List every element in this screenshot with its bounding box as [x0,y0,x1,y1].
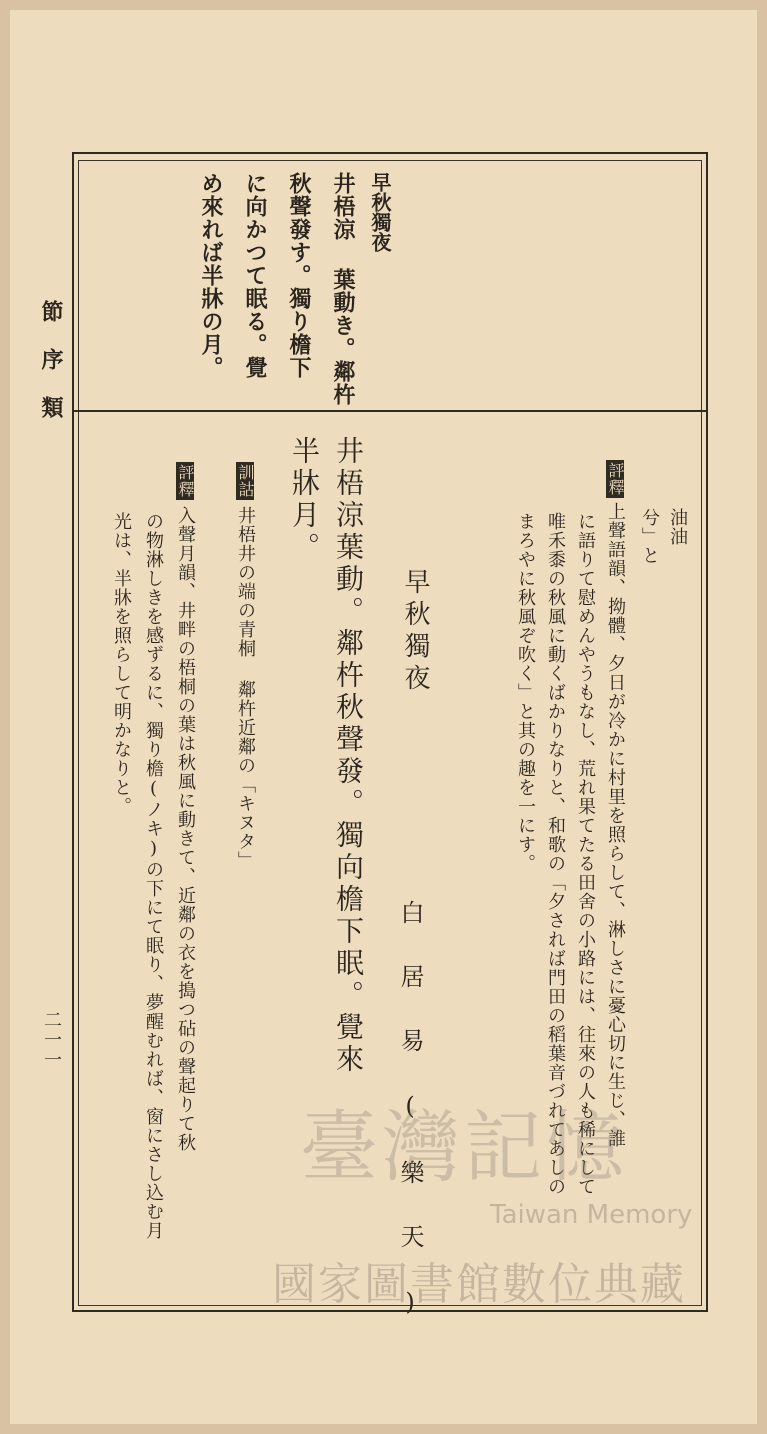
watermark-footer: 國家圖書館數位典藏 [272,1259,686,1310]
notes-tag: 訓詁 [236,464,255,498]
box-title: 早秋獨夜 [368,172,392,252]
page-number: 二一一 [41,1010,62,1070]
annotation-text-1: 入聲月韻、井畔の梧桐の葉は秋風に動きて、近鄰の衣を搗つ砧の聲起りて秋 [175,506,196,1152]
box-line-3: に向かつて眠る。覺 [242,172,268,379]
annotation-line-1 [176,462,194,1152]
prev-quote-2: 兮」と [639,508,660,565]
poem-title: 早秋獨夜 [400,568,430,696]
box-divider [72,410,708,412]
box-line-4: め來れば半牀の月。 [198,172,224,379]
watermark-main: 臺灣記憶 [300,1103,629,1193]
annotation-line-3: 光は、半牀を照らして明かなりと。 [111,512,132,816]
prev-commentary-line-1 [606,460,624,1148]
prev-commentary-tag: 評釋 [606,462,625,496]
prev-quote-1: 油油 [667,508,688,546]
poem-line-1: 井梧涼葉動。鄰杵秋聲發。獨向檐下眠。覺來 [332,436,365,1076]
running-head: 節序類 [38,300,64,444]
poem-line-2: 半牀月。 [288,436,321,564]
annotation-line-2: の物淋しきを感ずるに、獨り檐(ノキ)の下にて眠り、夢醒むれば、窗にさし込む月 [143,512,164,1240]
watermark-english: Taiwan Memory [490,1200,693,1230]
box-line-1: 井梧涼 葉動き。鄰杵 [330,172,356,406]
notes-line [236,462,254,870]
prev-commentary-line-4: まろやに秋風ぞ吹く」と其の趣を一にす。 [515,512,536,873]
prev-commentary-line-3: 唯禾黍の秋風に動くばかりなりと、和歌の「夕されば門田の稻葉音づれてあしの [545,512,566,1196]
annotation-tag: 評釋 [176,464,195,498]
notes-text: 井梧井の端の青桐 鄰杵近鄰の「キヌタ」 [235,506,256,870]
poem-author: 白居易(樂天) [396,900,424,1356]
prev-commentary-text-1: 上聲語韻、拗體、夕日が冷かに村里を照らして、淋しさに憂心切に生じ、誰 [605,502,626,1148]
prev-commentary-line-2: に語りて慰めんやうもなし、荒れ果てたる田舍の小路には、往來の人も稀にして [575,512,596,1196]
box-line-2: 秋聲發す。獨り檐下 [286,172,312,379]
